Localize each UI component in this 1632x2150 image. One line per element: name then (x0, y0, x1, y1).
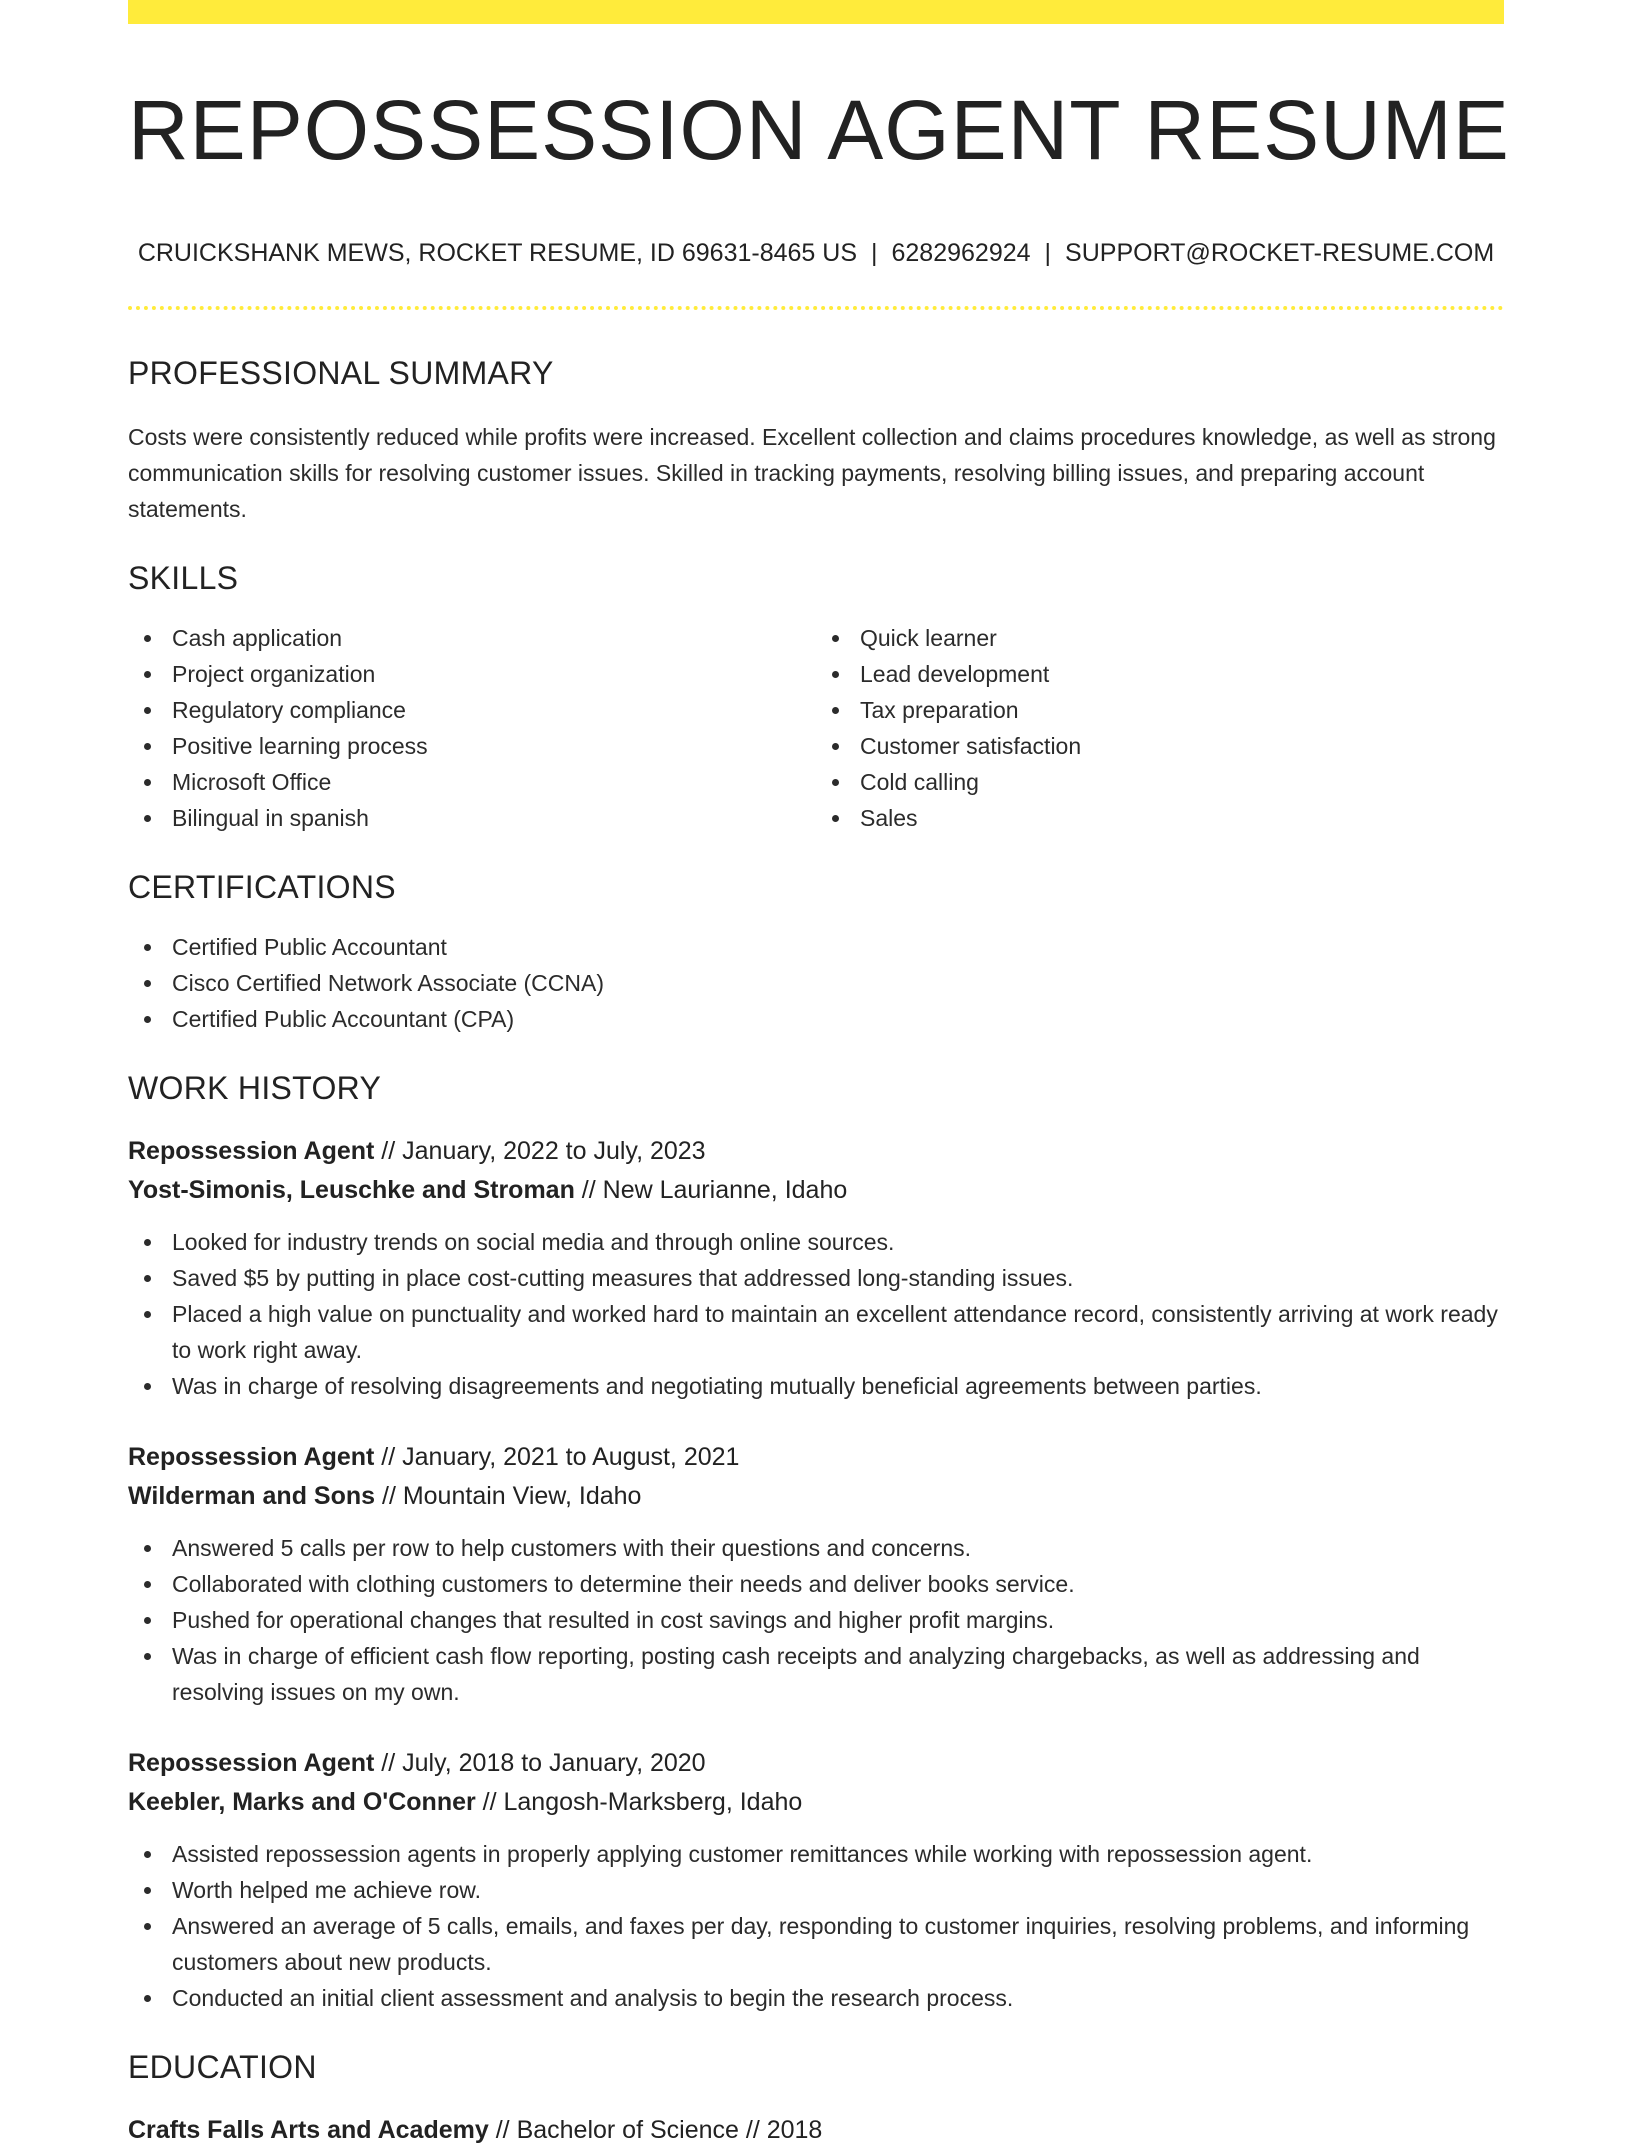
job-entry (128, 1744, 1504, 2016)
skill-item: Positive learning process (128, 728, 816, 764)
job-role-line (128, 1744, 1504, 1783)
job-company: Wilderman and Sons (128, 1482, 376, 1511)
job-bullet-list (128, 1530, 1504, 1710)
certification-item: Cisco Certified Network Associate (CCNA) (128, 965, 1504, 1001)
resume-title: REPOSSESSION AGENT RESUME (128, 83, 1510, 177)
contact-separator: | (871, 239, 878, 267)
job-bullet: Conducted an initial client assessment and analysis to begin the research process. (128, 1980, 1504, 2016)
skills-list-left (128, 620, 816, 836)
job-bullet: Looked for industry trends on social media and through online sources. (128, 1224, 1504, 1260)
contact-email: SUPPORT@ROCKET-RESUME.COM (1065, 239, 1495, 267)
job-company: Yost-Simonis, Leuschke and Stroman (128, 1176, 575, 1205)
job-company-line (128, 1171, 1504, 1210)
skills-column-left (128, 620, 816, 836)
certifications-list (128, 929, 1504, 1037)
job-bullet: Worth helped me achieve row. (128, 1872, 1504, 1908)
skill-item: Sales (816, 800, 1504, 836)
skill-item: Regulatory compliance (128, 692, 816, 728)
summary-text: Costs were consistently reduced while profits were increased. Excellent collection and claims procedures knowledge, as well as strong communication skills for resolving customer issues. Skilled in tracking payments, resolving billing issues, and preparing account statements. (128, 423, 1496, 522)
contact-line (128, 240, 1504, 268)
job-location: // Mountain View, Idaho (375, 1482, 642, 1511)
job-dates: // January, 2022 to July, 2023 (374, 1137, 706, 1166)
skill-item: Customer satisfaction (816, 728, 1504, 764)
certification-item: Certified Public Accountant (128, 929, 1504, 965)
contact-address: CRUICKSHANK MEWS, ROCKET RESUME, ID 69631-8465 US (137, 239, 857, 267)
contact-separator: | (1044, 239, 1052, 267)
dotted-divider (128, 306, 1504, 310)
skill-item: Project organization (128, 656, 816, 692)
skills-list-right (816, 620, 1504, 836)
job-bullet: Pushed for operational changes that resulted in cost savings and higher profit margins. (128, 1602, 1504, 1638)
job-location: // New Laurianne, Idaho (574, 1176, 848, 1205)
work-history-list (128, 1132, 1504, 2016)
job-company-line (128, 1783, 1504, 1822)
accent-top-bar (128, 0, 1504, 24)
job-company: Keebler, Marks and O'Conner (128, 1788, 476, 1817)
skill-item: Quick learner (816, 620, 1504, 656)
education-degree: // Bachelor of Science (488, 2116, 739, 2145)
skill-item: Cash application (128, 620, 816, 656)
job-role: Repossession Agent (128, 1749, 375, 1778)
job-role-line (128, 1438, 1504, 1477)
skill-item: Microsoft Office (128, 764, 816, 800)
job-role: Repossession Agent (128, 1137, 375, 1166)
job-bullet-list (128, 1836, 1504, 2016)
skills-heading: SKILLS (128, 559, 239, 596)
job-role-line (128, 1132, 1504, 1171)
work-history-heading: WORK HISTORY (128, 1070, 382, 1107)
job-location: // Langosh-Marksberg, Idaho (475, 1788, 803, 1817)
contact-phone: 6282962924 (891, 239, 1031, 267)
certification-item: Certified Public Accountant (CPA) (128, 1001, 1504, 1037)
job-role: Repossession Agent (128, 1443, 375, 1472)
summary-heading: PROFESSIONAL SUMMARY (128, 354, 554, 391)
job-company-line (128, 1477, 1504, 1516)
job-bullet: Answered 5 calls per row to help customers with their questions and concerns. (128, 1530, 1504, 1566)
job-bullet: Was in charge of efficient cash flow reporting, posting cash receipts and analyzing chargebacks, as well as addressing and resolving issues on my own. (128, 1638, 1504, 1710)
skill-item: Lead development (816, 656, 1504, 692)
job-bullet: Saved $5 by putting in place cost-cutting measures that addressed long-standing issues. (128, 1260, 1504, 1296)
skill-item: Tax preparation (816, 692, 1504, 728)
education-heading: EDUCATION (128, 2049, 317, 2086)
skills-column-right (816, 620, 1504, 836)
job-bullet: Placed a high value on punctuality and worked hard to maintain an excellent attendance record, consistently arriving at work ready to work right away. (128, 1296, 1504, 1368)
job-entry (128, 1132, 1504, 1404)
certifications-heading: CERTIFICATIONS (128, 868, 396, 905)
education-year: // 2018 (738, 2116, 823, 2145)
job-bullet: Assisted repossession agents in properly applying customer remittances while working with repossession agent. (128, 1836, 1504, 1872)
education-school: Crafts Falls Arts and Academy (128, 2116, 489, 2145)
job-bullet: Was in charge of resolving disagreements and negotiating mutually beneficial agreements between parties. (128, 1368, 1504, 1404)
education-entry (128, 2111, 1504, 2150)
skills-grid (128, 620, 1504, 836)
skill-item: Bilingual in spanish (128, 800, 816, 836)
job-dates: // July, 2018 to January, 2020 (374, 1749, 706, 1778)
job-entry (128, 1438, 1504, 1710)
job-bullet: Collaborated with clothing customers to determine their needs and deliver books service. (128, 1566, 1504, 1602)
job-dates: // January, 2021 to August, 2021 (374, 1443, 740, 1472)
skill-item: Cold calling (816, 764, 1504, 800)
job-bullet: Answered an average of 5 calls, emails, and faxes per day, responding to customer inquiries, resolving problems, and informing customers about new products. (128, 1908, 1504, 1980)
job-bullet-list (128, 1224, 1504, 1404)
